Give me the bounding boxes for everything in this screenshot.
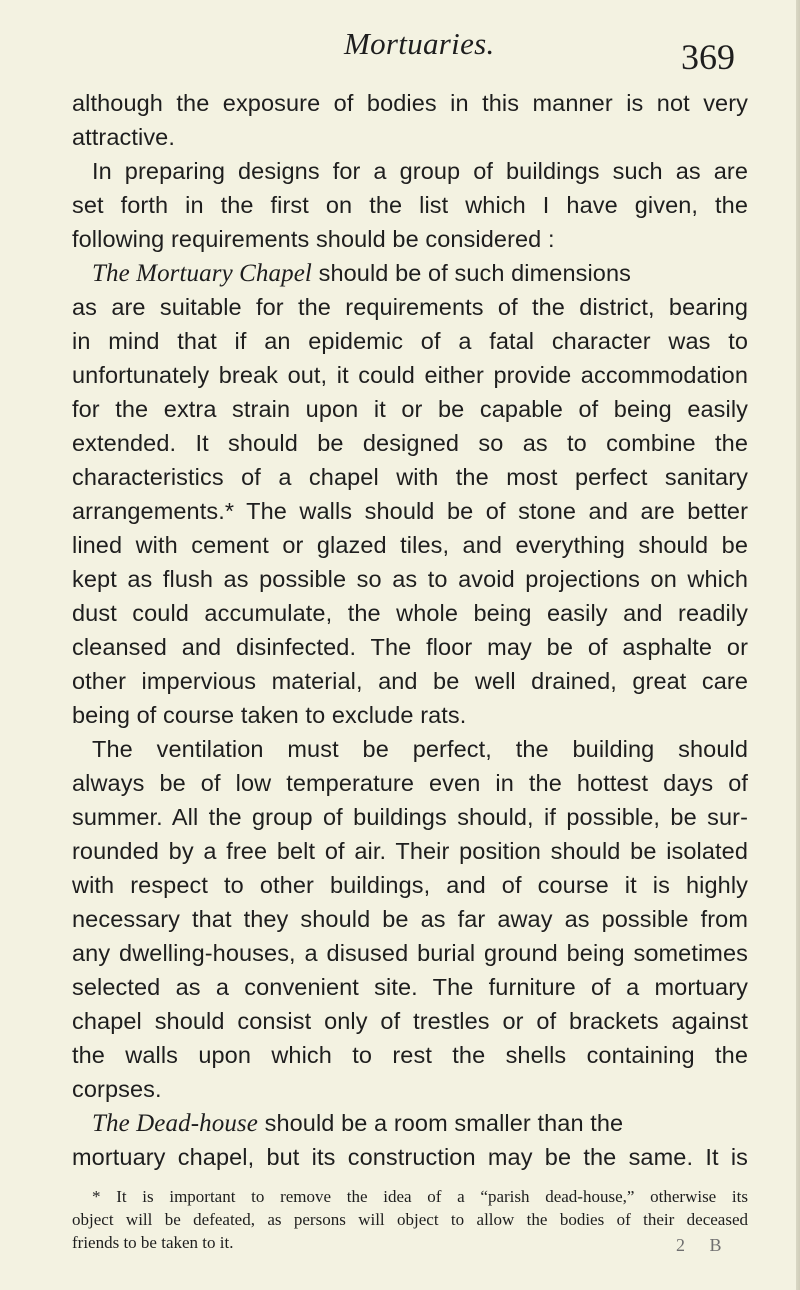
- text-line: chapel should consist only of trestles or of brackets against: [72, 1008, 748, 1034]
- mortuary-chapel-heading: The Mortuary Chapel: [92, 260, 312, 287]
- text-line: in mind that if an epidemic of a fatal character was to: [72, 328, 748, 354]
- text-line: corpses.: [72, 1076, 162, 1102]
- page-number: 369: [681, 37, 735, 77]
- text-line: mortuary chapel, but its construction may be the same. It is: [72, 1144, 748, 1170]
- text-line: for the extra strain upon it or be capable of being easily: [72, 396, 748, 422]
- text-line: rounded by a free belt of air. Their position should be isolated: [72, 838, 748, 864]
- text-line: being of course taken to exclude rats.: [72, 702, 467, 728]
- text-line: as are suitable for the requirements of the district, bearing: [72, 294, 748, 320]
- dead-house-heading: The Dead-house: [92, 1110, 258, 1137]
- text-line: set forth in the first on the list which I have given, the: [72, 192, 748, 218]
- text-line: lined with cement or glazed tiles, and everything should be: [72, 532, 748, 558]
- text-line: any dwelling-houses, a disused burial ground being sometimes: [72, 940, 748, 966]
- text-line: kept as flush as possible so as to avoid projections on which: [72, 566, 748, 592]
- text-line: selected as a convenient site. The furniture of a mortuary: [72, 974, 748, 1000]
- text-line: cleansed and disinfected. The floor may be of asphalte or: [72, 634, 748, 660]
- text-line: extended. It should be designed so as to combine the: [72, 430, 748, 456]
- page-edge: [796, 0, 800, 1290]
- footnote-line: friends to be taken to it.: [72, 1233, 234, 1252]
- text-line: summer. All the group of buildings should, if possible, be sur-: [72, 804, 748, 830]
- text-line: dust could accumulate, the whole being easily and readily: [72, 600, 748, 626]
- text-line: characteristics of a chapel with the most perfect sanitary: [72, 464, 748, 490]
- page-title: Mortuaries.: [344, 26, 495, 61]
- footnote-line: object will be defeated, as persons will object to allow the bodies of their deceased: [72, 1210, 748, 1229]
- text-line: necessary that they should be as far away as possible from: [72, 906, 748, 932]
- text-line-with-heading: [92, 1106, 748, 1141]
- text-line: unfortunately break out, it could either provide accommodation: [72, 362, 748, 388]
- text-line: In preparing designs for a group of buildings such as are: [92, 158, 748, 184]
- text-segment: should be of such dimensions: [318, 260, 632, 286]
- text-line: although the exposure of bodies in this manner is not very: [72, 90, 748, 116]
- signature-mark: 2 B: [676, 1235, 732, 1255]
- text-line: with respect to other buildings, and of course it is highly: [72, 872, 748, 898]
- text-line: following requirements should be considered :: [72, 226, 555, 252]
- text-line: arrangements.* The walls should be of stone and are better: [72, 498, 748, 524]
- text-line: other impervious material, and be well drained, great care: [72, 668, 748, 694]
- footnote-line: * It is important to remove the idea of a “parish dead-house,” otherwise its: [92, 1187, 748, 1206]
- text-line: attractive.: [72, 124, 175, 150]
- text-line-with-heading: [92, 256, 748, 291]
- text-line: always be of low temperature even in the hottest days of: [72, 770, 748, 796]
- text-line: The ventilation must be perfect, the building should: [92, 736, 748, 762]
- text-line: the walls upon which to rest the shells containing the: [72, 1042, 748, 1068]
- text-segment: should be a room smaller than the: [264, 1110, 624, 1136]
